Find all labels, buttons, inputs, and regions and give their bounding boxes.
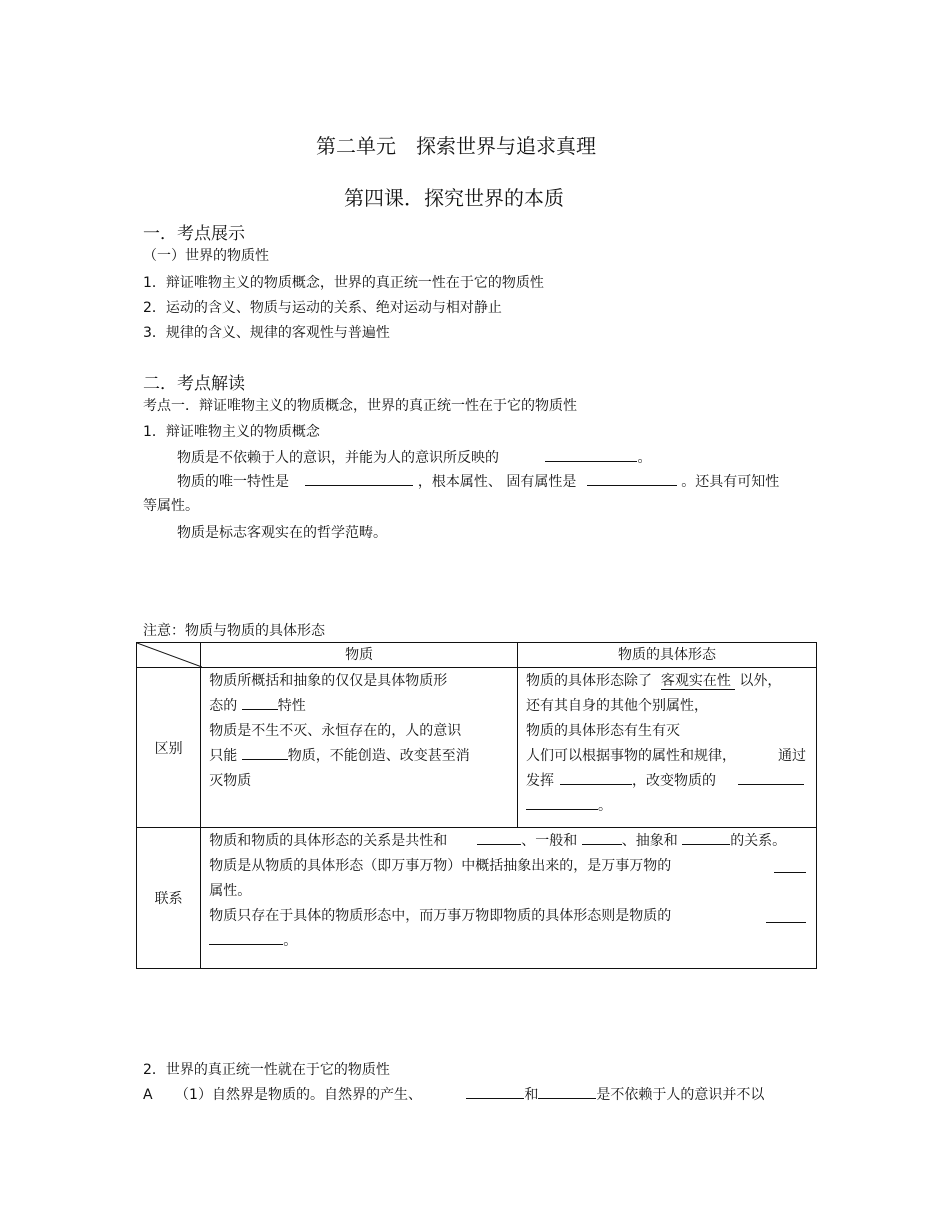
matter-property xyxy=(177,471,779,491)
answer-blank[interactable] xyxy=(587,471,677,486)
label-a: A xyxy=(143,1087,153,1103)
cell-text: 特性 xyxy=(277,698,306,714)
cell-text: 物质的具体形态除了 xyxy=(526,673,652,689)
cell-line xyxy=(209,854,806,879)
table-row-difference xyxy=(137,668,817,828)
answer-blank[interactable] xyxy=(582,830,622,845)
property-text-a: 物质的唯一特性是 xyxy=(177,474,289,490)
cell-text: 态的 xyxy=(209,698,238,714)
comparison-table xyxy=(136,642,817,969)
diagonal-line xyxy=(137,643,202,667)
period: 。 xyxy=(637,450,652,466)
table-row-link xyxy=(137,828,817,969)
answer-blank[interactable] xyxy=(545,447,637,462)
cell-text: 的关系。 xyxy=(730,833,787,849)
row-label-link: 联系 xyxy=(137,828,201,969)
cell-text: 、抽象和 xyxy=(621,833,678,849)
answer-blank[interactable] xyxy=(560,770,632,785)
cell-line xyxy=(209,904,806,929)
cell-text: 通过 xyxy=(778,748,806,764)
cell-line: 灭物质 xyxy=(209,773,252,789)
cell-line: 还有其自身的其他个别属性， xyxy=(526,698,708,714)
cell-line xyxy=(526,794,806,819)
cell-line xyxy=(209,694,517,719)
nature-text-2: 和 xyxy=(524,1087,539,1103)
cell-line xyxy=(209,829,806,854)
cell-text: 物质，不能创造、改变甚至消 xyxy=(287,748,470,764)
answer-blank[interactable] xyxy=(738,770,804,785)
cell-line: 物质所概括和抽象的仅仅是具体物质形 xyxy=(209,673,448,689)
answer-blank[interactable] xyxy=(477,830,521,845)
cell-text: 只能 xyxy=(209,748,238,764)
cell-line: 物质是不生不灭、永恒存在的，人的意识 xyxy=(209,723,462,739)
header-matter: 物质 xyxy=(201,643,518,668)
point1-title: 考点一．辩证唯物主义的物质概念，世界的真正统一性在于它的物质性 xyxy=(143,398,577,414)
cell-text: ，改变物质的 xyxy=(632,773,716,789)
property-text-b: ，根本属性、 固有属性是 xyxy=(417,474,577,490)
answer-blank[interactable] xyxy=(526,795,598,810)
table-header-row xyxy=(137,643,817,668)
cell-text: 。 xyxy=(283,933,298,949)
row-label-difference: 区别 xyxy=(137,668,201,828)
diagonal-cell xyxy=(137,643,201,668)
property-text-c: 。还具有可知性 xyxy=(681,474,780,490)
answer-blank[interactable] xyxy=(682,830,730,845)
cell-line xyxy=(209,744,517,769)
cell-text: 发挥 xyxy=(526,773,554,789)
answer-blank[interactable] xyxy=(766,908,806,923)
cell-line xyxy=(526,769,806,794)
cell-line: 物质的具体形态有生有灭 xyxy=(526,723,680,739)
sub1-title: 1．辩证唯物主义的物质概念 xyxy=(143,424,320,440)
answer-blank[interactable] xyxy=(774,858,806,873)
cell-text: 以外， xyxy=(739,673,782,689)
note-label: 注意：物质与物质的具体形态 xyxy=(143,623,325,639)
cell-line xyxy=(526,669,806,694)
answer-blank[interactable] xyxy=(538,1084,596,1099)
difference-form-cell xyxy=(518,668,817,828)
filled-answer: 客观实在性 xyxy=(661,673,735,690)
section1-item: 3．规律的含义、规律的客观性与普遍性 xyxy=(143,325,390,341)
cell-line: 属性。 xyxy=(209,883,252,899)
cell-line xyxy=(209,929,806,954)
header-form: 物质的具体形态 xyxy=(518,643,817,668)
section1-heading: 一．考点展示 xyxy=(143,224,245,244)
cell-text: 。 xyxy=(598,798,612,814)
answer-blank[interactable] xyxy=(305,471,413,486)
philosophy-category: 物质是标志客观实在的哲学范畴。 xyxy=(177,525,387,541)
nature-text-1: （1）自然界是物质的。自然界的产生、 xyxy=(175,1087,422,1103)
property-text-d: 等属性。 xyxy=(143,498,199,514)
unit-title: 第二单元 探索世界与追求真理 xyxy=(316,134,596,158)
link-cell xyxy=(201,828,817,969)
cell-text: 物质和物质的具体形态的关系是共性和 xyxy=(209,833,448,849)
cell-text: 物质只存在于具体的物质形态中，而万事万物即物质的具体形态则是物质的 xyxy=(209,908,672,924)
answer-blank[interactable] xyxy=(466,1084,524,1099)
cell-text: 人们可以根据事物的属性和规律， xyxy=(526,748,736,764)
answer-blank[interactable] xyxy=(242,695,278,710)
lesson-title: 第四课．探究世界的本质 xyxy=(344,186,564,210)
section1-item: 1．辩证唯物主义的物质概念，世界的真正统一性在于它的物质性 xyxy=(143,275,544,291)
cell-text: 物质是从物质的具体形态（即万事万物）中概括抽象出来的，是万事万物的 xyxy=(209,858,672,874)
section1-sub: （一）世界的物质性 xyxy=(143,248,269,264)
section1-item: 2．运动的含义、物质与运动的关系、绝对运动与相对静止 xyxy=(143,300,502,316)
nature-paragraph xyxy=(143,1084,764,1104)
cell-text: 、一般和 xyxy=(521,833,578,849)
sub2-title: 2．世界的真正统一性就在于它的物质性 xyxy=(143,1062,390,1078)
matter-definition-text: 物质是不依赖于人的意识，并能为人的意识所反映的 xyxy=(177,450,499,466)
answer-blank[interactable] xyxy=(209,930,283,945)
section2-heading: 二．考点解读 xyxy=(143,374,245,394)
difference-matter-cell xyxy=(201,668,518,828)
cell-line xyxy=(526,744,806,769)
matter-definition xyxy=(177,447,651,467)
nature-text-3: 是不依赖于人的意识并不以 xyxy=(596,1087,765,1103)
answer-blank[interactable] xyxy=(242,745,288,760)
